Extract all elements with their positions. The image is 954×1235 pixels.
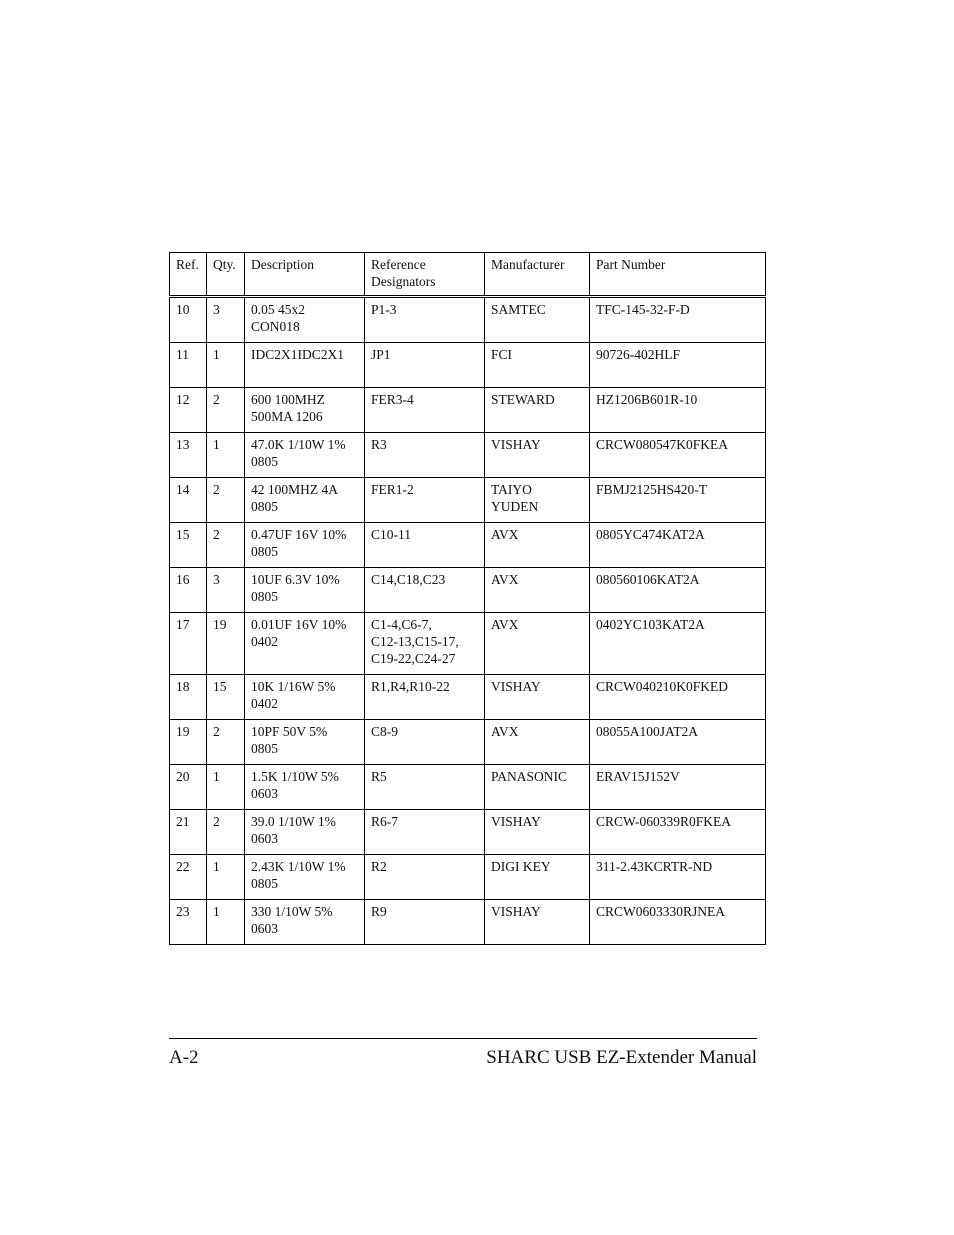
cell-ref: 20 (170, 765, 207, 810)
table-header-row (170, 253, 766, 297)
cell-ref: 14 (170, 478, 207, 523)
cell-designators: R2 (365, 855, 485, 900)
table-row (170, 613, 766, 675)
cell-ref: 19 (170, 720, 207, 765)
cell-designators: R6-7 (365, 810, 485, 855)
cell-part-number: 0402YC103KAT2A (590, 613, 766, 675)
cell-manufacturer: FCI (485, 343, 590, 388)
cell-qty: 1 (207, 765, 245, 810)
cell-designators: FER3-4 (365, 388, 485, 433)
cell-description: IDC2X1IDC2X1 (245, 343, 365, 388)
cell-designators: R5 (365, 765, 485, 810)
cell-part-number: 311-2.43KCRTR-ND (590, 855, 766, 900)
table-row (170, 388, 766, 433)
header-qty: Qty. (207, 253, 245, 297)
table-row (170, 523, 766, 568)
cell-description: 600 100MHZ 500MA 1206 (245, 388, 365, 433)
header-ref: Ref. (170, 253, 207, 297)
cell-part-number: 080560106KAT2A (590, 568, 766, 613)
cell-manufacturer: AVX (485, 720, 590, 765)
table-body (170, 297, 766, 945)
table-row (170, 900, 766, 945)
cell-qty: 1 (207, 343, 245, 388)
cell-description: 330 1/10W 5% 0603 (245, 900, 365, 945)
cell-designators: C1-4,C6-7, C12-13,C15-17, C19-22,C24-27 (365, 613, 485, 675)
cell-description: 10UF 6.3V 10% 0805 (245, 568, 365, 613)
table-row (170, 433, 766, 478)
cell-qty: 3 (207, 297, 245, 343)
cell-manufacturer: VISHAY (485, 675, 590, 720)
table-row (170, 478, 766, 523)
cell-manufacturer: PANASONIC (485, 765, 590, 810)
cell-description: 42 100MHZ 4A 0805 (245, 478, 365, 523)
cell-qty: 3 (207, 568, 245, 613)
cell-part-number: CRCW080547K0FKEA (590, 433, 766, 478)
cell-part-number: CRCW-060339R0FKEA (590, 810, 766, 855)
table-row (170, 765, 766, 810)
cell-description: 0.01UF 16V 10% 0402 (245, 613, 365, 675)
cell-designators: FER1-2 (365, 478, 485, 523)
cell-ref: 22 (170, 855, 207, 900)
cell-designators: P1-3 (365, 297, 485, 343)
cell-part-number: ERAV15J152V (590, 765, 766, 810)
cell-qty: 2 (207, 523, 245, 568)
header-manufacturer: Manufacturer (485, 253, 590, 297)
cell-part-number: FBMJ2125HS420-T (590, 478, 766, 523)
cell-manufacturer: AVX (485, 523, 590, 568)
cell-description: 10PF 50V 5% 0805 (245, 720, 365, 765)
cell-designators: JP1 (365, 343, 485, 388)
table-row (170, 297, 766, 343)
cell-manufacturer: DIGI KEY (485, 855, 590, 900)
table-row (170, 810, 766, 855)
header-part-number: Part Number (590, 253, 766, 297)
page-number: A-2 (169, 1047, 199, 1068)
cell-description: 0.05 45x2 CON018 (245, 297, 365, 343)
cell-description: 2.43K 1/10W 1% 0805 (245, 855, 365, 900)
header-description: Description (245, 253, 365, 297)
cell-ref: 13 (170, 433, 207, 478)
cell-designators: C10-11 (365, 523, 485, 568)
table-row (170, 343, 766, 388)
cell-manufacturer: AVX (485, 568, 590, 613)
cell-qty: 1 (207, 900, 245, 945)
cell-designators: R1,R4,R10-22 (365, 675, 485, 720)
cell-designators: C8-9 (365, 720, 485, 765)
cell-manufacturer: VISHAY (485, 810, 590, 855)
cell-qty: 1 (207, 855, 245, 900)
cell-qty: 2 (207, 478, 245, 523)
bill-of-materials-table (169, 252, 766, 945)
cell-description: 1.5K 1/10W 5% 0603 (245, 765, 365, 810)
cell-designators: R9 (365, 900, 485, 945)
cell-description: 39.0 1/10W 1% 0603 (245, 810, 365, 855)
cell-ref: 15 (170, 523, 207, 568)
table-row (170, 675, 766, 720)
header-reference-designators: Reference Designators (365, 253, 485, 297)
cell-qty: 2 (207, 720, 245, 765)
cell-manufacturer: VISHAY (485, 433, 590, 478)
cell-ref: 23 (170, 900, 207, 945)
cell-description: 0.47UF 16V 10% 0805 (245, 523, 365, 568)
table-row (170, 855, 766, 900)
cell-part-number: HZ1206B601R-10 (590, 388, 766, 433)
manual-title: SHARC USB EZ-Extender Manual (486, 1047, 757, 1068)
cell-ref: 16 (170, 568, 207, 613)
cell-description: 47.0K 1/10W 1% 0805 (245, 433, 365, 478)
cell-part-number: 0805YC474KAT2A (590, 523, 766, 568)
cell-manufacturer: SAMTEC (485, 297, 590, 343)
cell-part-number: 90726-402HLF (590, 343, 766, 388)
cell-designators: C14,C18,C23 (365, 568, 485, 613)
cell-ref: 11 (170, 343, 207, 388)
cell-manufacturer: VISHAY (485, 900, 590, 945)
cell-designators: R3 (365, 433, 485, 478)
table-row (170, 720, 766, 765)
cell-qty: 2 (207, 810, 245, 855)
cell-part-number: 08055A100JAT2A (590, 720, 766, 765)
cell-qty: 1 (207, 433, 245, 478)
cell-ref: 18 (170, 675, 207, 720)
cell-ref: 21 (170, 810, 207, 855)
cell-ref: 12 (170, 388, 207, 433)
cell-part-number: CRCW0603330RJNEA (590, 900, 766, 945)
cell-ref: 17 (170, 613, 207, 675)
cell-manufacturer: TAIYO YUDEN (485, 478, 590, 523)
cell-qty: 2 (207, 388, 245, 433)
footer-rule (169, 1038, 757, 1039)
table-row (170, 568, 766, 613)
cell-ref: 10 (170, 297, 207, 343)
cell-qty: 19 (207, 613, 245, 675)
cell-manufacturer: STEWARD (485, 388, 590, 433)
cell-qty: 15 (207, 675, 245, 720)
cell-part-number: TFC-145-32-F-D (590, 297, 766, 343)
cell-part-number: CRCW040210K0FKED (590, 675, 766, 720)
cell-description: 10K 1/16W 5% 0402 (245, 675, 365, 720)
cell-manufacturer: AVX (485, 613, 590, 675)
